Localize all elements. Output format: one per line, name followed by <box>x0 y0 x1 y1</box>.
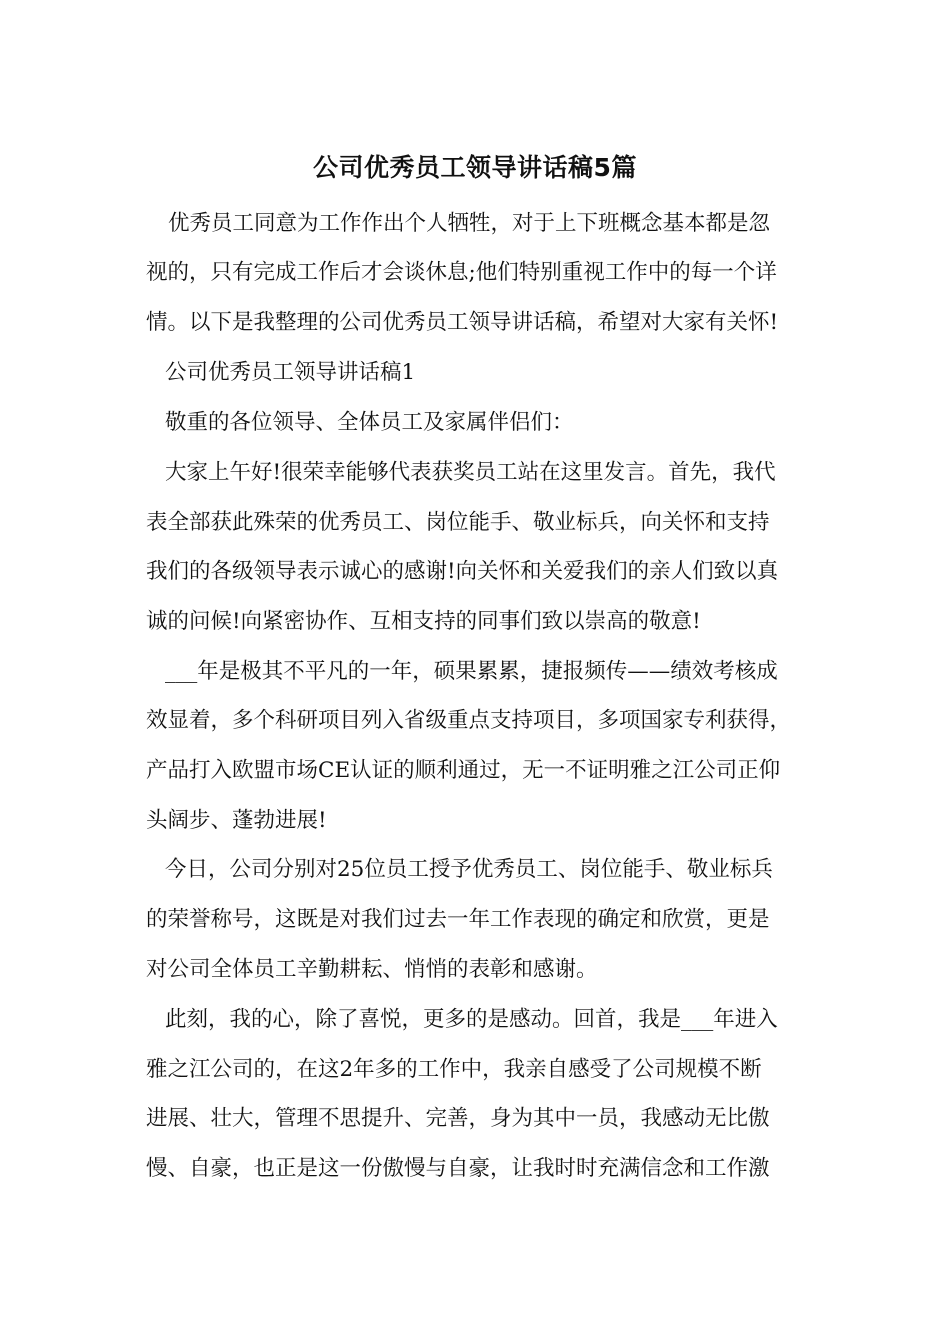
paragraph-line: 情。以下是我整理的公司优秀员工领导讲话稿，希望对大家有关怀! <box>146 310 779 335</box>
paragraph-line: 产品打入欧盟市场CE认证的顺利通过，无一不证明雅之江公司正仰 <box>146 758 781 783</box>
paragraph-line: 效显着，多个科研项目列入省级重点支持项目，多项国家专利获得， <box>146 708 792 733</box>
paragraph-line: 视的，只有完成工作后才会谈休息;他们特别重视工作中的每一个详 <box>146 260 777 285</box>
paragraph-line: 对公司全体员工辛勤耕耘、悄悄的表彰和感谢。 <box>146 957 598 982</box>
paragraph-line: 优秀员工同意为工作作出个人牺牲，对于上下班概念基本都是忽 <box>168 211 771 236</box>
paragraph-line: 雅之江公司的，在这2年多的工作中，我亲自感受了公司规模不断 <box>146 1057 762 1082</box>
paragraph-line: 我们的各级领导表示诚心的感谢!向关怀和关爱我们的亲人们致以真 <box>146 559 779 584</box>
paragraph-line: 慢、自豪，也正是这一份傲慢与自豪，让我时时充满信念和工作激 <box>146 1156 770 1181</box>
paragraph-line: 大家上午好!很荣幸能够代表获奖员工站在这里发言。首先，我代 <box>165 460 776 485</box>
salutation: 敬重的各位领导、全体员工及家属伴侣们： <box>165 410 574 435</box>
paragraph-line: 头阔步、蓬勃进展! <box>146 808 327 833</box>
paragraph-line: ___年是极其不平凡的一年，硕果累累，捷报频传——绩效考核成 <box>165 659 778 684</box>
paragraph-line: 今日，公司分别对25位员工授予优秀员工、岗位能手、敬业标兵 <box>165 857 773 882</box>
paragraph-line: 表全部获此殊荣的优秀员工、岗位能手、敬业标兵，向关怀和支持 <box>146 510 770 535</box>
paragraph-line: 此刻，我的心，除了喜悦，更多的是感动。回首，我是___年进入 <box>165 1007 778 1032</box>
paragraph-line: 的荣誉称号，这既是对我们过去一年工作表现的确定和欣赏，更是 <box>146 907 770 932</box>
section-heading: 公司优秀员工领导讲话稿1 <box>165 360 416 385</box>
document-title: 公司优秀员工领导讲话稿5篇 <box>313 153 637 182</box>
paragraph-line: 诚的问候!向紧密协作、互相支持的同事们致以崇高的敬意! <box>146 609 701 634</box>
paragraph-line: 进展、壮大，管理不思提升、完善，身为其中一员，我感动无比傲 <box>146 1106 770 1131</box>
